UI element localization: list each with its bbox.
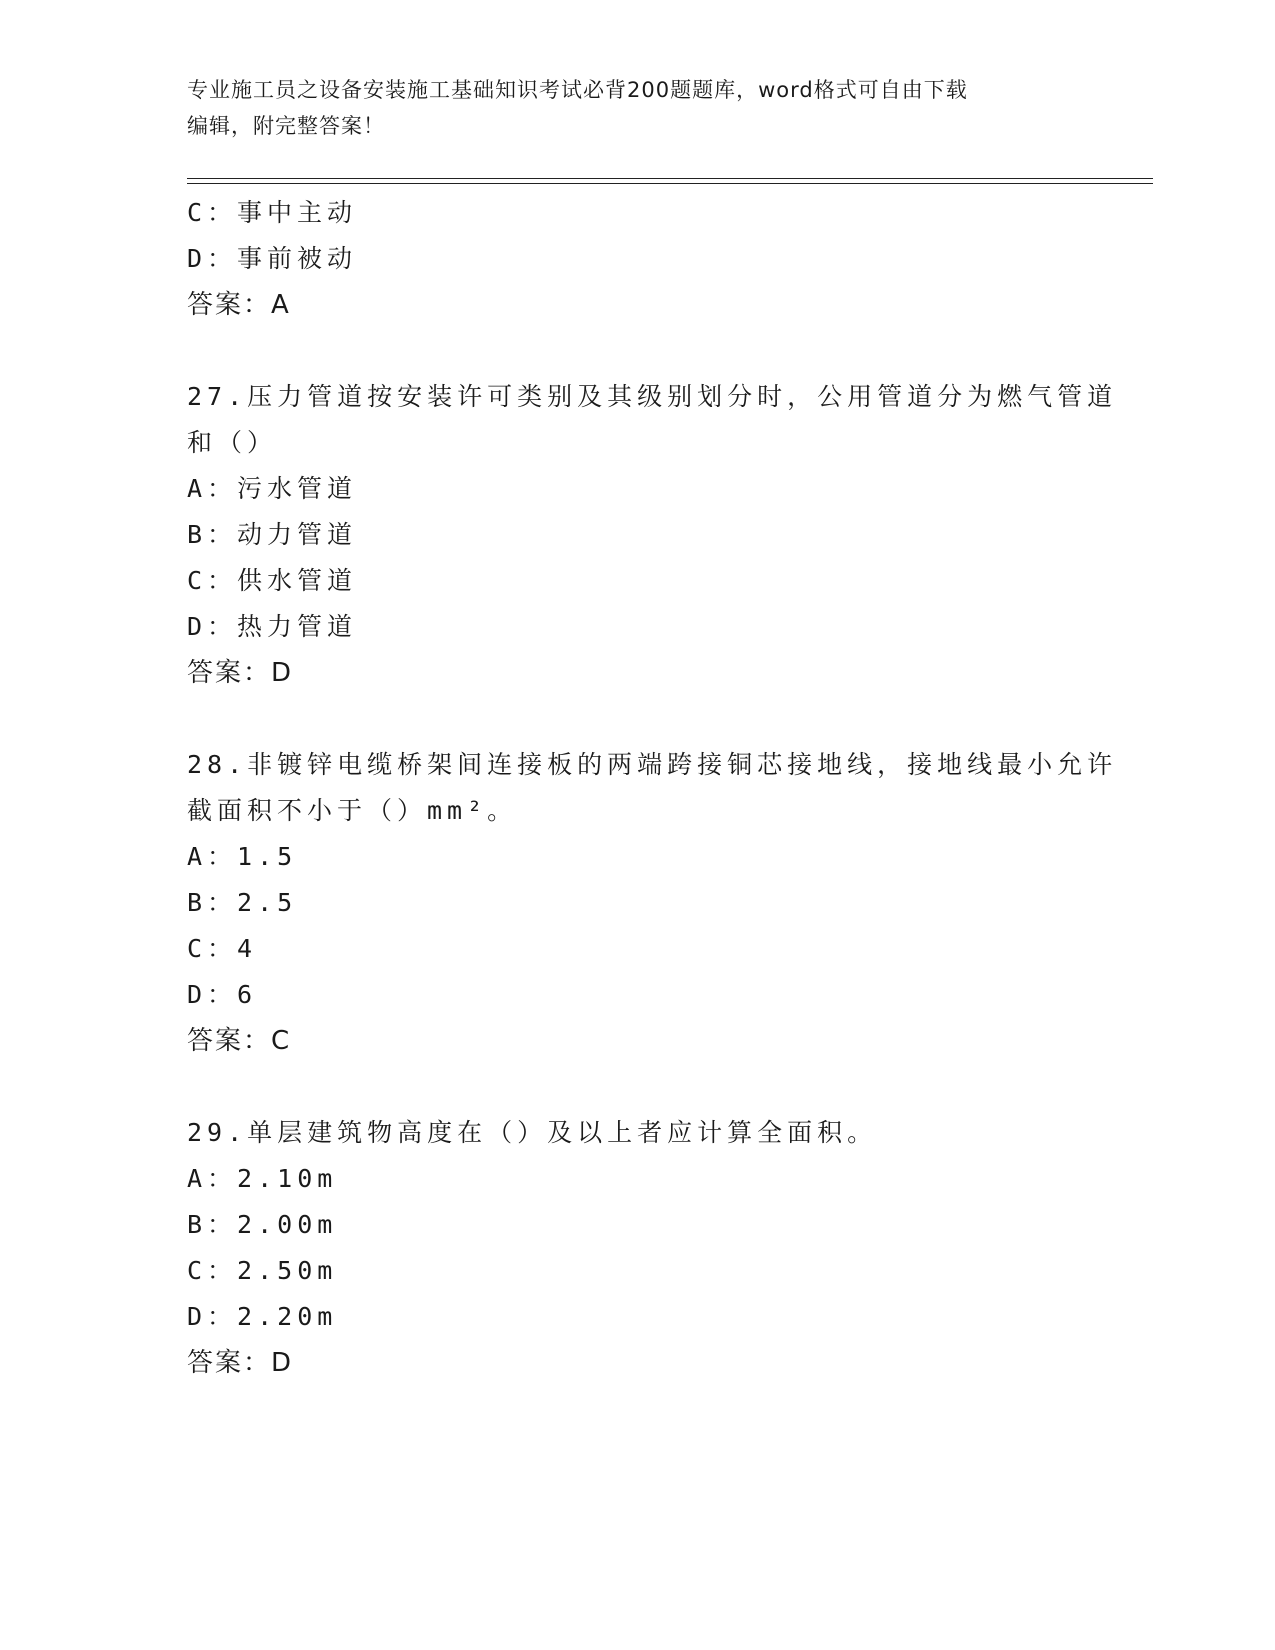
answer: 答案：D — [187, 1348, 294, 1378]
question-stem-continued: 和（） — [187, 428, 278, 457]
option-a: A：2.10m — [187, 1164, 338, 1193]
option-c: C：供水管道 — [187, 566, 358, 595]
question-list — [187, 190, 1118, 1386]
option-d: D：热力管道 — [187, 612, 358, 641]
question-28 — [187, 742, 1118, 1064]
option-c: C：4 — [187, 934, 258, 963]
option-b: B：动力管道 — [187, 520, 358, 549]
header-divider-bottom — [187, 183, 1153, 184]
question-stem: 28.非镀锌电缆桥架间连接板的两端跨接铜芯接地线，接地线最小允许 — [187, 750, 1118, 779]
spacer — [187, 696, 1087, 742]
header-divider-top — [187, 178, 1153, 179]
spacer — [187, 1064, 1087, 1110]
answer: 答案：A — [187, 290, 291, 320]
option-d: D：2.20m — [187, 1302, 338, 1331]
question-27 — [187, 374, 1118, 696]
question-29 — [187, 1110, 1087, 1386]
question-stem: 27.压力管道按安装许可类别及其级别划分时，公用管道分为燃气管道 — [187, 382, 1118, 411]
spacer — [187, 328, 1087, 374]
answer: 答案：C — [187, 1026, 292, 1056]
option-a: A：1.5 — [187, 842, 298, 871]
page-header — [187, 72, 1087, 144]
option-c: C：事中主动 — [187, 198, 358, 227]
option-d: D：6 — [187, 980, 258, 1009]
question-26-continued — [187, 190, 1087, 328]
question-stem: 29.单层建筑物高度在（）及以上者应计算全面积。 — [187, 1118, 878, 1147]
option-c: C：2.50m — [187, 1256, 338, 1285]
option-d: D：事前被动 — [187, 244, 358, 273]
header-title-line1: 专业施工员之设备安装施工基础知识考试必背200题题库，word格式可自由下载 — [187, 78, 968, 102]
option-b: B：2.5 — [187, 888, 298, 917]
option-b: B：2.00m — [187, 1210, 338, 1239]
answer: 答案：D — [187, 658, 294, 688]
header-title-line2: 编辑，附完整答案！ — [187, 114, 385, 138]
question-stem-continued: 截面积不小于（）mm²。 — [187, 796, 518, 825]
option-a: A：污水管道 — [187, 474, 358, 503]
